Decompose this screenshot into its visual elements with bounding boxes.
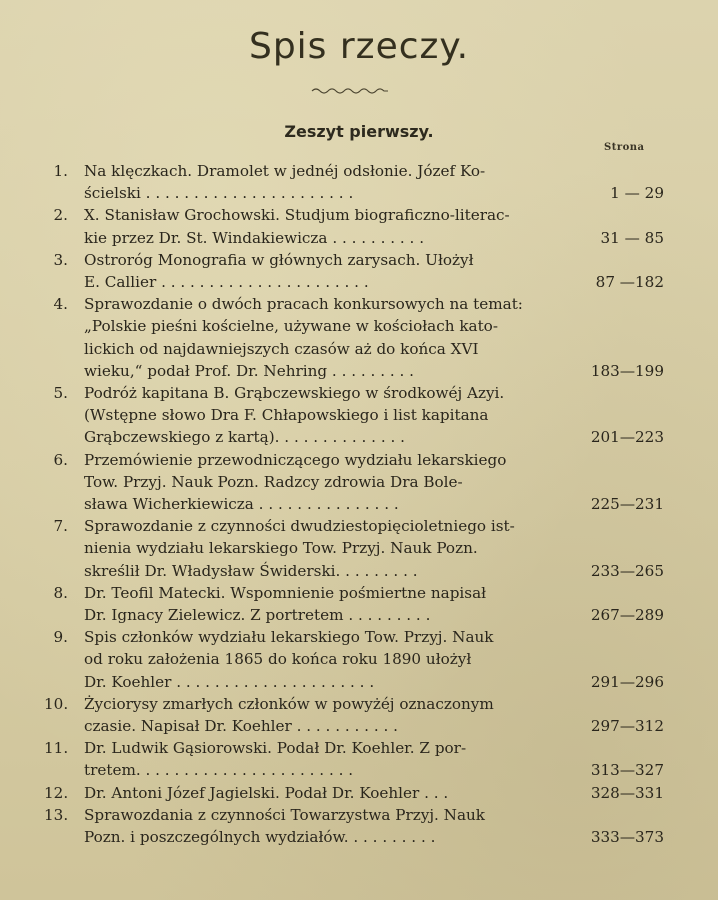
entry-line: Przemówienie przewodniczącego wydziału lekarskiego [84, 450, 507, 469]
entry-line: Pozn. i poszczególnych wydziałów. . . . . . . . . . [84, 828, 436, 847]
entry-line: czasie. Napisał Dr. Koehler . . . . . . . . . . . [84, 717, 398, 736]
entry-number: 9. [53, 628, 68, 647]
entry-number: 6. [53, 450, 68, 469]
entry-text [84, 249, 608, 293]
entry-pages: 31 — 85 [600, 228, 664, 247]
toc-entry [44, 693, 664, 737]
toc-entry [44, 737, 664, 781]
entry-text [84, 293, 608, 382]
entry-number: 1. [53, 162, 68, 180]
entry-number: 13. [44, 805, 69, 824]
entry-line: sława Wicherkiewicza . . . . . . . . . . . . . . . [84, 495, 399, 514]
entry-pages: 201—223 [590, 428, 664, 447]
entry-line: skreślił Dr. Władysław Świderski. . . . . . . . . [84, 561, 418, 580]
toc-entry [44, 515, 664, 582]
entry-text [84, 804, 608, 848]
entry-line: lickich od najdawniejszych czasów aż do końca XVI [84, 339, 479, 358]
entry-line: Sprawozdanie o dwóch pracach konkursowych na temat: [84, 295, 523, 314]
entry-text [84, 160, 608, 204]
entry-line: Tow. Przyj. Nauk Pozn. Radzcy zdrowia Dra Bole- [84, 472, 463, 491]
entry-text [84, 737, 608, 781]
entry-pages: 328—331 [590, 783, 664, 802]
entry-pages: 297—312 [590, 717, 664, 736]
toc-entry [44, 382, 664, 449]
entry-text [84, 582, 608, 626]
entry-line: Dr. Koehler . . . . . . . . . . . . . . . . . . . . . [84, 672, 375, 691]
entry-pages: 267—289 [590, 606, 664, 625]
entry-line: od roku założenia 1865 do końca roku 1890 ułożył [84, 650, 472, 669]
page-title: Spis rzeczy. [248, 26, 470, 67]
entry-line: Życiorysy zmarłych członków w powyżéj oznaczonym [84, 694, 494, 713]
entry-text [84, 204, 608, 248]
entry-text [84, 693, 608, 737]
entry-line: Dr. Teofil Matecki. Wspomnienie pośmiertne napisał [84, 583, 487, 602]
decorative-flourish [310, 86, 390, 96]
entry-text [84, 782, 608, 804]
entry-number: 12. [44, 783, 69, 802]
entry-pages: 333—373 [590, 828, 664, 847]
entry-pages: 291—296 [590, 672, 664, 691]
entry-line: Spis członków wydziału lekarskiego Tow. Przyj. Nauk [84, 628, 494, 647]
entry-line: wieku,“ podał Prof. Dr. Nehring . . . . . . . . . [84, 361, 414, 380]
entry-line: ścielski . . . . . . . . . . . . . . . . . . . . . . [84, 184, 354, 203]
entry-pages: 87 —182 [595, 273, 664, 292]
pages-column-label: Strona [604, 142, 645, 153]
entry-line: tretem. . . . . . . . . . . . . . . . . . . . . . . [84, 761, 354, 780]
toc-entry [44, 160, 664, 204]
entry-text [84, 449, 608, 516]
entry-line: Sprawozdanie z czynności dwudziestopięcioletniego ist- [84, 517, 515, 536]
entry-number: 8. [53, 583, 68, 602]
table-of-contents [44, 160, 664, 848]
entry-number: 2. [53, 206, 68, 225]
toc-entry [44, 204, 664, 248]
entry-pages: 1 — 29 [610, 184, 664, 203]
entry-text [84, 382, 608, 449]
entry-number: 5. [53, 384, 68, 403]
entry-line: „Polskie pieśni kościelne, używane w kościołach kato- [84, 317, 498, 336]
entry-text [84, 626, 608, 693]
toc-entry [44, 782, 664, 804]
entry-line: Dr. Ludwik Gąsiorowski. Podał Dr. Koehler. Z por- [84, 739, 467, 758]
entry-text [84, 515, 608, 582]
entry-line: X. Stanisław Grochowski. Studjum biograficzno-literac- [84, 206, 510, 225]
entry-line: nienia wydziału lekarskiego Tow. Przyj. Nauk Pozn. [84, 539, 478, 558]
entry-number: 7. [53, 517, 68, 536]
entry-line: Dr. Ignacy Zielewicz. Z portretem . . . . . . . . . [84, 606, 431, 625]
entry-line: Grąbczewskiego z kartą). . . . . . . . . . . . . . [84, 428, 405, 447]
entry-number: 4. [53, 295, 68, 314]
toc-entry [44, 626, 664, 693]
entry-number: 3. [53, 250, 68, 269]
section-heading: Zeszyt pierwszy. [284, 122, 434, 141]
entry-line: Na klęczkach. Dramolet w jednéj odsłonie. Józef Ko- [84, 162, 486, 180]
entry-number: 10. [44, 694, 69, 713]
entry-number: 11. [44, 739, 69, 758]
entry-line: E. Callier . . . . . . . . . . . . . . . . . . . . . . [84, 273, 369, 292]
entry-pages: 183—199 [590, 361, 664, 380]
entry-pages: 233—265 [590, 561, 664, 580]
toc-entry [44, 249, 664, 293]
entry-line: (Wstępne słowo Dra F. Chłapowskiego i list kapitana [84, 406, 489, 425]
toc-entry [44, 804, 664, 848]
entry-pages: 225—231 [590, 495, 664, 514]
entry-line: Podróż kapitana B. Grąbczewskiego w środkowéj Azyi. [84, 384, 505, 403]
entry-line: Sprawozdania z czynności Towarzystwa Przyj. Nauk [84, 805, 486, 824]
toc-entry [44, 293, 664, 382]
entry-pages: 313—327 [590, 761, 664, 780]
toc-entry [44, 449, 664, 516]
toc-entry [44, 582, 664, 626]
entry-line: Dr. Antoni Józef Jagielski. Podał Dr. Koehler . . . [84, 783, 449, 802]
entry-line: Ostroróg Monografia w głównych zarysach. Ułożył [84, 250, 474, 269]
entry-line: kie przez Dr. St. Windakiewicza . . . . . . . . . . [84, 228, 425, 247]
